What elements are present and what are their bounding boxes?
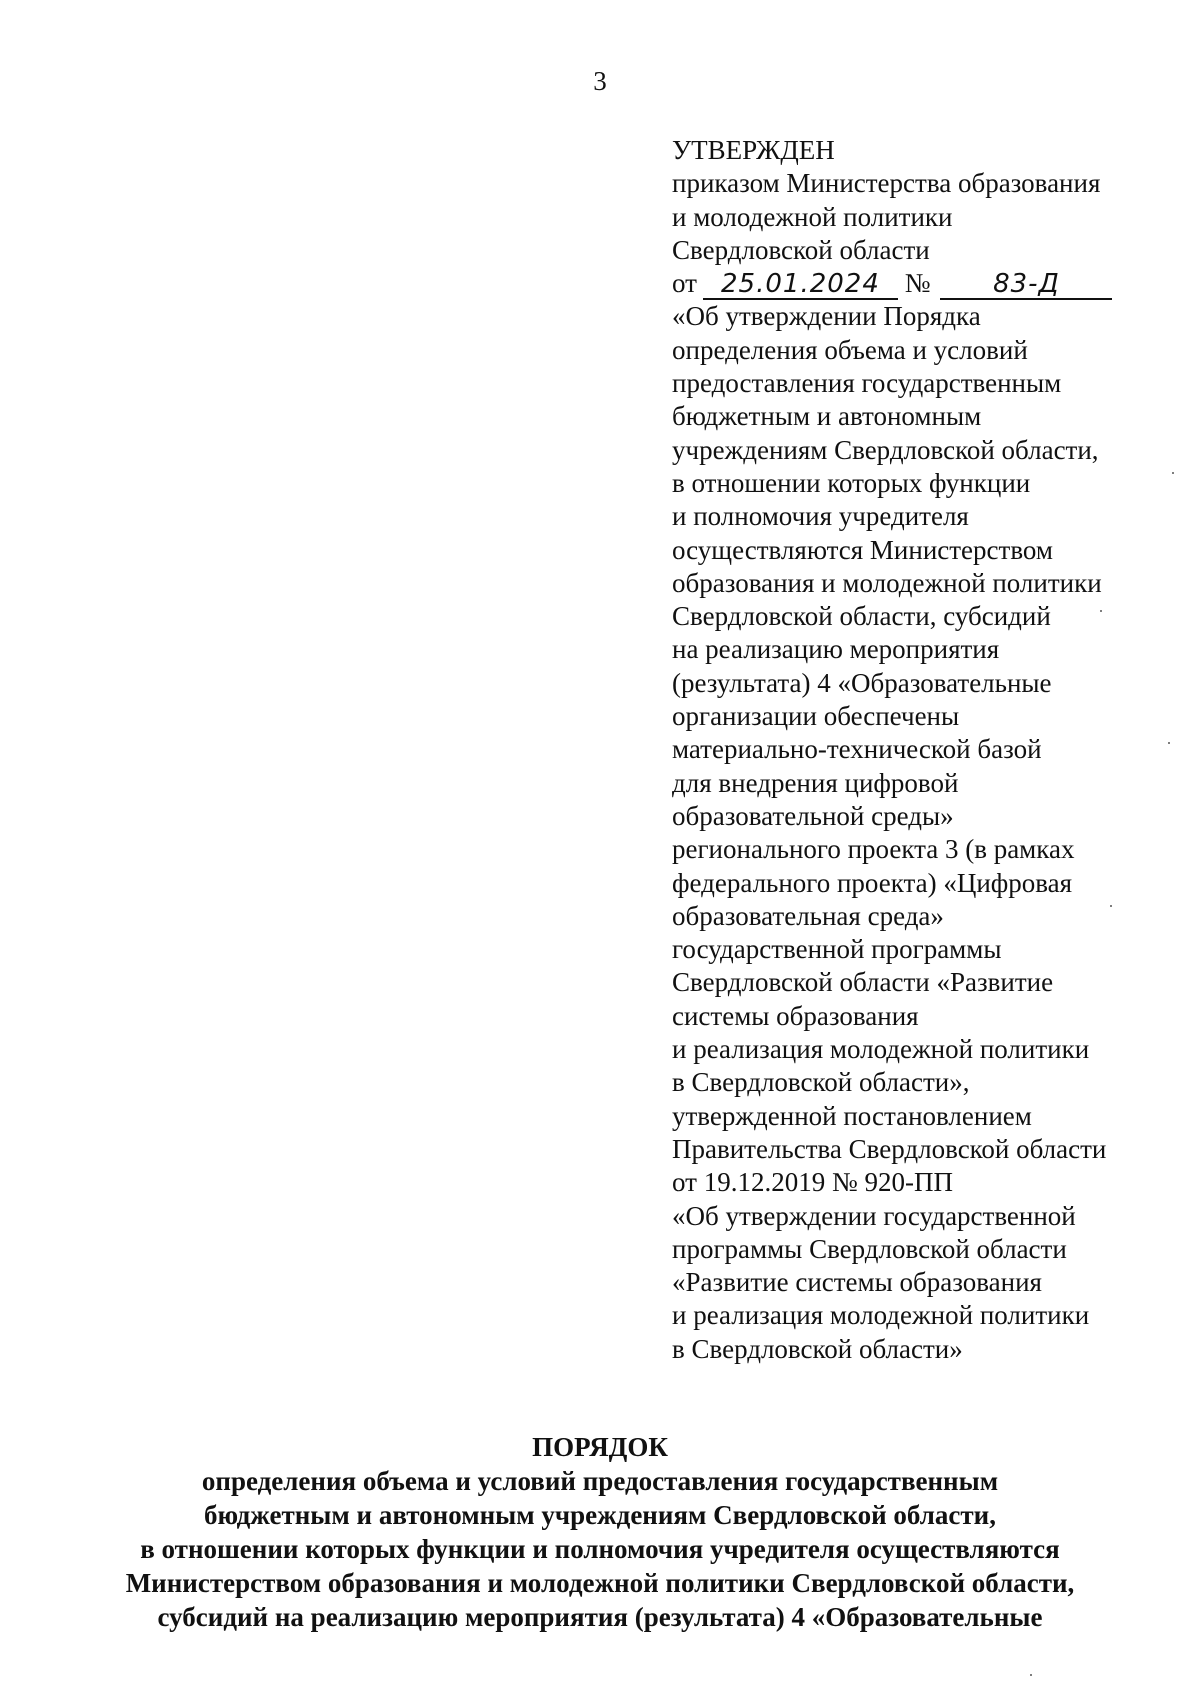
subject-line: бюджетным и автономным [672, 401, 982, 432]
scan-speck [1030, 1674, 1032, 1676]
approval-stamp-word: УТВЕРЖДЕН [672, 135, 835, 165]
scan-speck [1110, 905, 1112, 907]
issuer-line: Свердловской области [672, 234, 930, 265]
approval-block [672, 134, 1172, 1366]
subject-line: программы Свердловской области [672, 1233, 1067, 1264]
subject-line: и реализация молодежной политики [672, 1300, 1090, 1331]
title-line: определения объема и условий предоставления государственным [201, 1466, 999, 1496]
title-line: бюджетным и автономным учреждениям Свердловской области, [204, 1500, 996, 1530]
subject-line: (результата) 4 «Образовательные [672, 667, 1052, 698]
subject-line: в Свердловской области» [672, 1333, 963, 1364]
title-line: Министерством образования и молодежной политики Свердловской области, [125, 1568, 1075, 1598]
number-sign: № [904, 268, 931, 299]
subject-line: на реализацию мероприятия [672, 634, 1000, 665]
subject-line: предоставления государственным [672, 368, 1062, 399]
scan-speck [1168, 742, 1170, 744]
subject-line: от 19.12.2019 № 920-ПП [672, 1167, 953, 1198]
subject-line: государственной программы [672, 934, 1002, 965]
page-number: 3 [593, 66, 607, 96]
document-heading: ПОРЯДОК [532, 1432, 668, 1462]
subject-line: организации обеспечены [672, 701, 960, 732]
subject-line: «Об утверждении Порядка [672, 301, 981, 332]
date-prefix: от [672, 268, 697, 299]
subject-line: Свердловской области, субсидий [672, 601, 1051, 632]
subject-line: системы образования [672, 1000, 919, 1031]
subject-line: для внедрения цифровой [672, 767, 959, 798]
subject-line: федерального проекта) «Цифровая [672, 867, 1073, 898]
scan-speck [1100, 610, 1102, 612]
subject-line: образовательная среда» [672, 900, 944, 931]
subject-line: учреждениям Свердловской области, [672, 434, 1099, 465]
subject-line: Свердловской области «Развитие [672, 967, 1054, 998]
subject-line: материально-технической базой [672, 734, 1042, 765]
handwritten-date: 25.01.2024 [703, 270, 898, 300]
subject-line: образовательной среды» [672, 800, 954, 831]
scan-speck [1172, 472, 1174, 474]
date-number-line [672, 267, 1172, 300]
subject-line: утвержденной постановлением [672, 1100, 1032, 1131]
document-title [0, 1430, 1200, 1634]
subject-line: в Свердловской области», [672, 1067, 970, 1098]
subject-line: Правительства Свердловской области [672, 1133, 1107, 1164]
issuer-line: приказом Министерства образования [672, 168, 1101, 199]
subject-line: регионального проекта 3 (в рамках [672, 834, 1075, 865]
subject-line: в отношении которых функции [672, 467, 1031, 498]
subject-line: образования и молодежной политики [672, 567, 1102, 598]
subject-line: определения объема и условий [672, 334, 1028, 365]
issuer-line: и молодежной политики [672, 201, 953, 232]
subject-line: и реализация молодежной политики [672, 1034, 1090, 1065]
title-line: субсидий на реализацию мероприятия (результата) 4 «Образовательные [157, 1602, 1043, 1632]
title-line: в отношении которых функции и полномочия учредителя осуществляются [140, 1534, 1060, 1564]
subject-line: и полномочия учредителя [672, 501, 969, 532]
subject-line: «Развитие системы образования [672, 1267, 1042, 1298]
subject-line: осуществляются Министерством [672, 534, 1053, 565]
subject-line: «Об утверждении государственной [672, 1200, 1076, 1231]
handwritten-number: 83-Д [940, 270, 1112, 300]
